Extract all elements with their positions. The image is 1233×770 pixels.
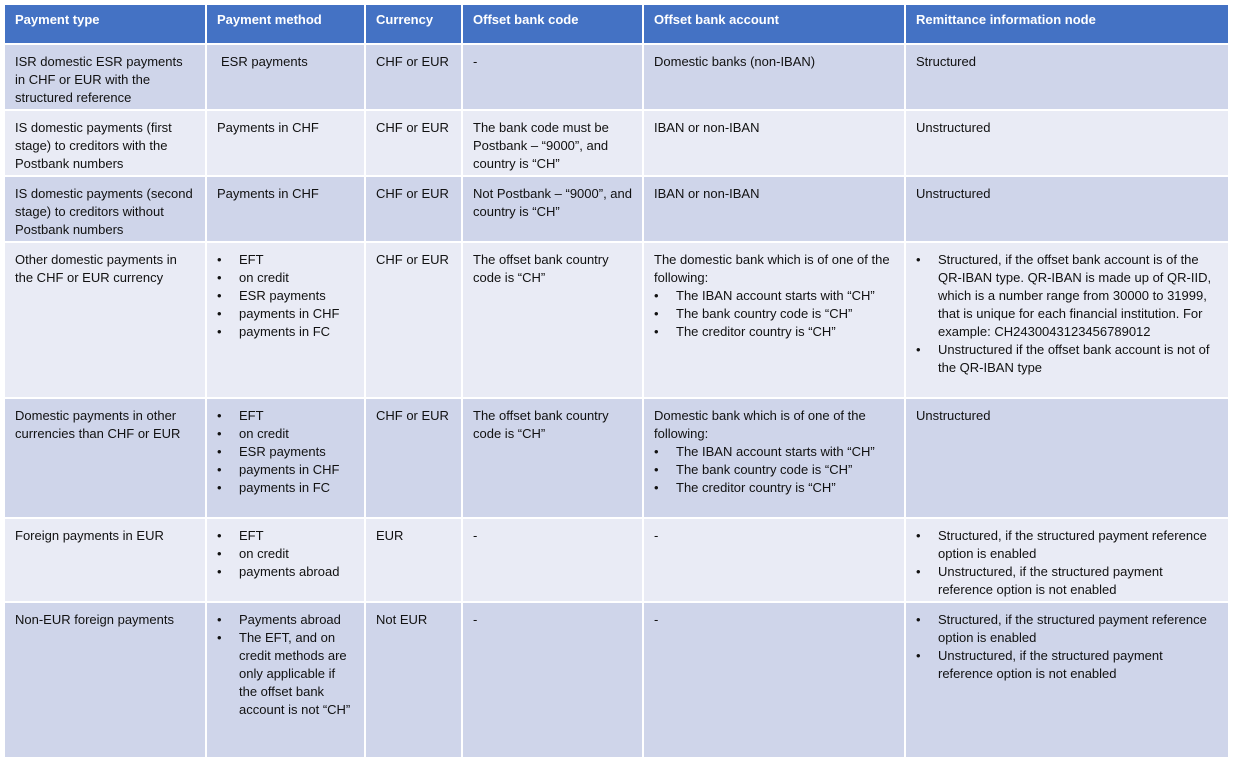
cell-offset-bank-account: Domestic banks (non-IBAN) xyxy=(644,45,904,109)
payment-method-text: ESR payments xyxy=(221,54,308,69)
remittance-list xyxy=(916,251,1218,377)
payment-method-list xyxy=(217,611,354,719)
list-item: • The EFT, and on credit methods are only applicable if the offset bank account is not “CH” xyxy=(217,629,354,719)
cell-payment-method: Payments in CHF xyxy=(207,111,364,175)
remittance-list xyxy=(916,611,1218,683)
cell-payment-type: Foreign payments in EUR xyxy=(5,519,205,601)
list-item: • The creditor country is “CH” xyxy=(654,479,894,497)
cell-remittance: Unstructured xyxy=(906,111,1228,175)
offset-bank-account-intro: The domestic bank which is of one of the following: xyxy=(654,252,890,285)
cell-offset-bank-code: - xyxy=(463,603,642,757)
payment-method-list xyxy=(217,527,354,581)
list-item: • payments in CHF xyxy=(217,305,354,323)
cell-payment-type: Domestic payments in other currencies than CHF or EUR xyxy=(5,399,205,517)
payment-types-table xyxy=(3,3,1230,759)
list-item: • Unstructured, if the structured payment reference option is not enabled xyxy=(916,647,1218,683)
offset-bank-account-intro: Domestic bank which is of one of the following: xyxy=(654,408,866,441)
cell-payment-method xyxy=(207,399,364,517)
cell-remittance: Structured xyxy=(906,45,1228,109)
list-item: • The creditor country is “CH” xyxy=(654,323,894,341)
list-item: • EFT xyxy=(217,407,354,425)
header-offset-bank-code: Offset bank code xyxy=(463,5,642,43)
list-item: • payments in FC xyxy=(217,479,354,497)
list-item: • The IBAN account starts with “CH” xyxy=(654,443,894,461)
list-item: • Payments abroad xyxy=(217,611,354,629)
list-item: • payments in FC xyxy=(217,323,354,341)
table-row xyxy=(5,45,1228,109)
list-item: • on credit xyxy=(217,269,354,287)
cell-payment-type: IS domestic payments (second stage) to creditors without Postbank numbers xyxy=(5,177,205,241)
payment-method-list xyxy=(217,251,354,341)
table-row xyxy=(5,111,1228,175)
offset-bank-account-list xyxy=(654,443,894,497)
remittance-list xyxy=(916,527,1218,599)
cell-offset-bank-code: The bank code must be Postbank – “9000”, and country is “CH” xyxy=(463,111,642,175)
list-item: • The bank country code is “CH” xyxy=(654,461,894,479)
cell-payment-type: IS domestic payments (first stage) to creditors with the Postbank numbers xyxy=(5,111,205,175)
table-row xyxy=(5,603,1228,757)
cell-currency: CHF or EUR xyxy=(366,45,461,109)
table-row xyxy=(5,399,1228,517)
cell-offset-bank-code: The offset bank country code is “CH” xyxy=(463,399,642,517)
cell-payment-method: Payments in CHF xyxy=(207,177,364,241)
list-item: • EFT xyxy=(217,527,354,545)
list-item: • The IBAN account starts with “CH” xyxy=(654,287,894,305)
cell-remittance: Unstructured xyxy=(906,399,1228,517)
header-payment-type: Payment type xyxy=(5,5,205,43)
cell-payment-method xyxy=(207,45,364,109)
header-offset-bank-account: Offset bank account xyxy=(644,5,904,43)
list-item: • ESR payments xyxy=(217,287,354,305)
list-item: • Structured, if the structured payment reference option is enabled xyxy=(916,527,1218,563)
cell-offset-bank-code: - xyxy=(463,519,642,601)
list-item: • on credit xyxy=(217,425,354,443)
cell-currency: Not EUR xyxy=(366,603,461,757)
list-item: • Unstructured if the offset bank account is not of the QR-IBAN type xyxy=(916,341,1218,377)
cell-currency: EUR xyxy=(366,519,461,601)
cell-payment-type: Non-EUR foreign payments xyxy=(5,603,205,757)
list-item: • EFT xyxy=(217,251,354,269)
payment-method-list xyxy=(217,407,354,497)
cell-remittance: Unstructured xyxy=(906,177,1228,241)
cell-offset-bank-account xyxy=(644,243,904,397)
list-item: • The bank country code is “CH” xyxy=(654,305,894,323)
cell-payment-type: Other domestic payments in the CHF or EUR currency xyxy=(5,243,205,397)
cell-remittance xyxy=(906,243,1228,397)
header-currency: Currency xyxy=(366,5,461,43)
offset-bank-account-list xyxy=(654,287,894,341)
cell-currency: CHF or EUR xyxy=(366,399,461,517)
cell-payment-method xyxy=(207,519,364,601)
cell-remittance xyxy=(906,603,1228,757)
cell-currency: CHF or EUR xyxy=(366,243,461,397)
list-item: • Unstructured, if the structured payment reference option is not enabled xyxy=(916,563,1218,599)
list-item: • Structured, if the offset bank account is of the QR-IBAN type. QR-IBAN is made up of QR-IID, which is a number range from 30000 to 31999, that is unique for each financial institution. For example: CH2430043123456789012 xyxy=(916,251,1218,341)
cell-offset-bank-code: - xyxy=(463,45,642,109)
table-row xyxy=(5,243,1228,397)
cell-offset-bank-account: IBAN or non-IBAN xyxy=(644,111,904,175)
list-item: • ESR payments xyxy=(217,443,354,461)
table-row xyxy=(5,519,1228,601)
cell-payment-method xyxy=(207,243,364,397)
cell-currency: CHF or EUR xyxy=(366,177,461,241)
header-remittance: Remittance information node xyxy=(906,5,1228,43)
table-row xyxy=(5,177,1228,241)
cell-offset-bank-code: Not Postbank – “9000”, and country is “CH” xyxy=(463,177,642,241)
list-item: • Structured, if the structured payment reference option is enabled xyxy=(916,611,1218,647)
header-payment-method: Payment method xyxy=(207,5,364,43)
cell-offset-bank-account: - xyxy=(644,519,904,601)
cell-currency: CHF or EUR xyxy=(366,111,461,175)
cell-payment-type: ISR domestic ESR payments in CHF or EUR with the structured reference xyxy=(5,45,205,109)
list-item: • on credit xyxy=(217,545,354,563)
list-item: • payments in CHF xyxy=(217,461,354,479)
list-item: • payments abroad xyxy=(217,563,354,581)
cell-remittance xyxy=(906,519,1228,601)
cell-offset-bank-account xyxy=(644,399,904,517)
cell-payment-method xyxy=(207,603,364,757)
cell-offset-bank-account: - xyxy=(644,603,904,757)
cell-offset-bank-account: IBAN or non-IBAN xyxy=(644,177,904,241)
header-row xyxy=(5,5,1228,43)
cell-offset-bank-code: The offset bank country code is “CH” xyxy=(463,243,642,397)
